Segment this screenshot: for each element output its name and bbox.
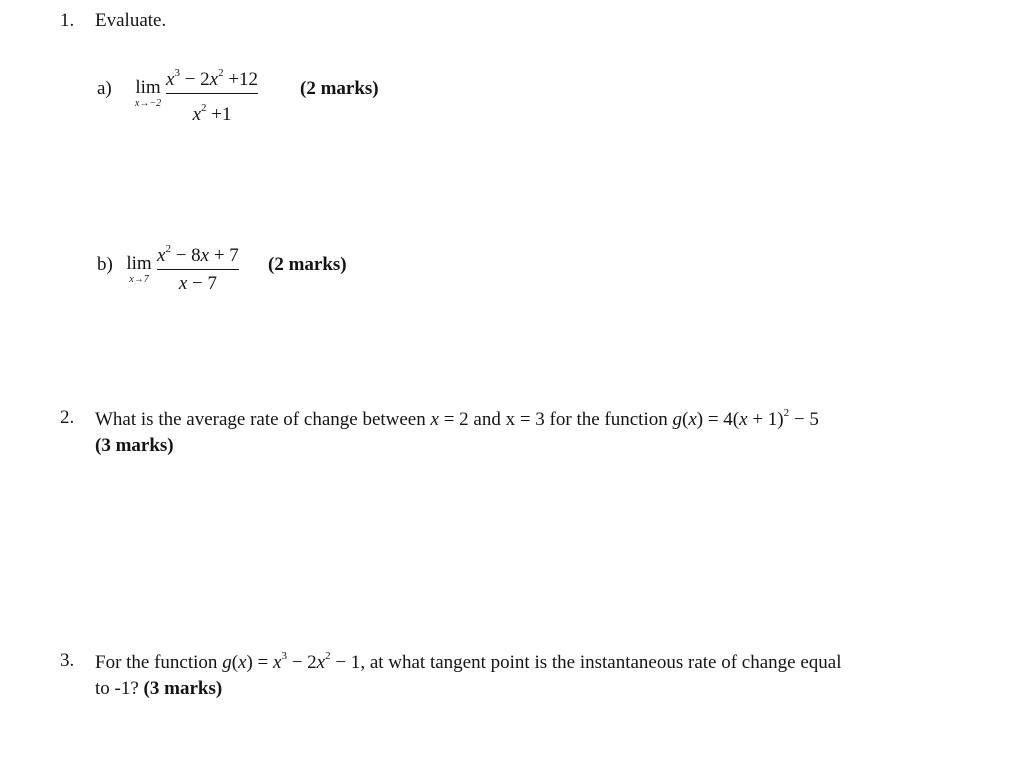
q1a-denominator [193,97,232,126]
q1-number: 1. [60,10,75,31]
q1b-fraction-bar [157,269,239,270]
q2-text [95,407,819,431]
q1b-numerator [157,238,239,267]
q3-func-open: ( [231,652,239,673]
q3-func-x2: x [273,652,282,673]
q2-func-x: x [688,409,697,430]
q3-func-tail: − 1 [330,652,361,673]
q2-marks: (3 marks) [95,435,174,456]
q1a-den-tail: +1 [206,104,232,125]
q1b-num-tail: + 7 [209,245,239,266]
q1b-denominator [179,273,217,295]
q2-eq-two: = 2 and x = 3 for the function [438,409,673,430]
q3-func-exp1: 3 [281,650,287,662]
q1a-num-exp1: 3 [174,67,180,79]
q1a-limit [127,78,169,109]
q1-instruction: Evaluate. [95,10,167,31]
q1b-limit [122,254,156,285]
q1b-label: b) [97,254,113,275]
q3-line2 [95,678,222,700]
q1a-num-var: x [166,69,175,90]
q1b-den-tail: − 7 [187,273,217,294]
q3-text [95,650,842,674]
q3-text-after: , at what tangent point is the instantaneous rate of change equal [360,652,842,673]
q1a-den-exp: 2 [201,102,207,114]
q1b-lim-sub: x→7 [129,274,149,285]
q1b-den-var: x [178,273,188,294]
q3-func-eq: ) = [246,652,273,673]
q1b-lim-word: lim [126,253,152,274]
q1a-fraction [166,62,258,126]
q1a-num-mid: − 2 [179,69,210,90]
q1a-lim-sub: x→−2 [134,98,162,109]
q1a-marks: (2 marks) [300,78,379,99]
q1a-lim-word: lim [135,77,161,98]
q3-text-before: For the function [95,652,223,673]
q1b-num-exp: 2 [165,243,171,255]
q1a-label: a) [97,78,112,99]
q1b-num-var2: x [200,245,210,266]
q2-func-rhs-a: ) = 4( [696,409,740,430]
q3-marks: (3 marks) [143,678,223,699]
q1a-num-tail: +12 [223,69,259,90]
q2-func-exp: 2 [783,407,790,419]
q2-func-g: g [672,409,682,430]
q2-func-tail: − 5 [789,409,819,430]
q1a-fraction-bar [166,93,258,94]
q1b-marks: (2 marks) [268,254,347,275]
q2-func-rhs-b: + 1) [747,409,784,430]
q2-func-x2: x [739,409,748,430]
q2-func-open: ( [682,409,689,430]
q3-func-x3: x [316,652,326,673]
q3-number: 3. [60,650,75,671]
q1b-num-mid: − 8 [170,245,201,266]
q3-func-x: x [238,652,247,673]
q3-func-exp2: 2 [325,650,331,662]
q3-func-mid: − 2 [286,652,317,673]
q1a-num-var2: x [209,69,219,90]
q1a-num-exp2: 2 [218,67,224,79]
q3-line2-text: to -1? [95,678,144,699]
q2-number: 2. [60,407,75,428]
q1b-fraction [157,238,239,295]
q2-x-var: x [430,409,439,430]
q1a-numerator [166,62,258,91]
q3-func-g: g [222,652,232,673]
q2-text-before: What is the average rate of change between [95,409,431,430]
q1b-num-var: x [157,245,166,266]
q1a-den-var: x [192,104,202,125]
